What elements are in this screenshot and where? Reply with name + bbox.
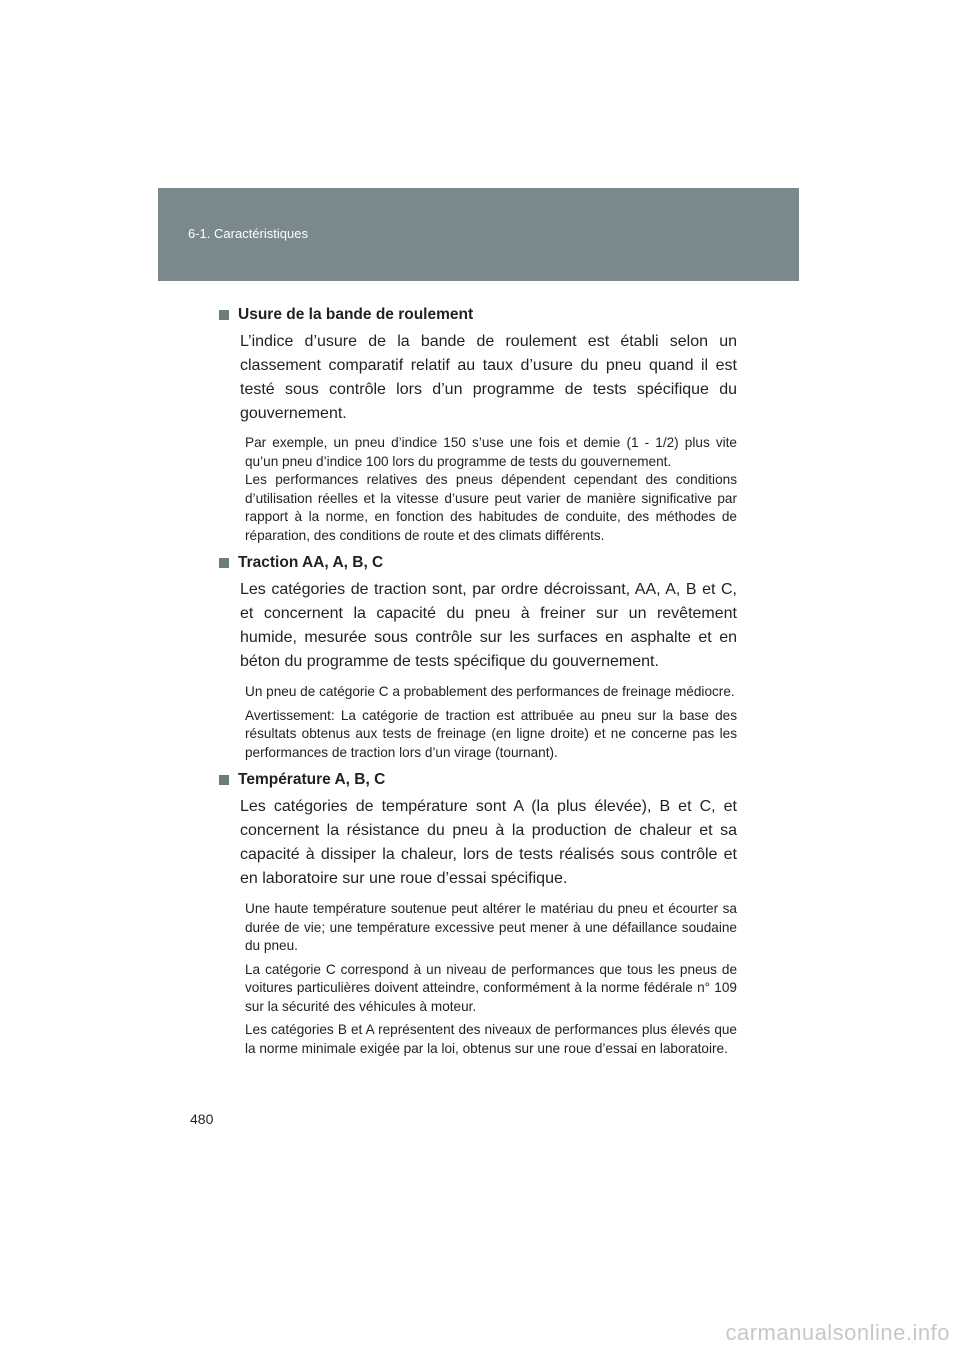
section-title-text: Température A, B, C [238, 771, 386, 788]
section-note: Un pneu de catégorie C a probablement des performances de freinage médiocre. [245, 684, 735, 699]
section-title-text: Traction AA, A, B, C [238, 554, 384, 571]
section-title [219, 305, 737, 325]
section-body: Les catégories de traction sont, par ordre décroissant, AA, A, B et C, et concernent la capacité du pneu à freiner sur un revêtement humide, mesurée sous contrôle sur les surfaces en asphalte et en béton du programme de tests spécifique du gouvernement. [240, 581, 737, 670]
square-bullet-icon [219, 775, 229, 785]
square-bullet-icon [219, 310, 229, 320]
section-title-text: Usure de la bande de roulement [238, 306, 474, 323]
section-body: L’indice d’usure de la bande de roulement est établi selon un classement comparatif relatif au taux d’usure du pneu quand il est testé sous contrôle lors d’un programme de tests spécifique du gouvernement. [240, 333, 737, 422]
section-body: Les catégories de température sont A (la plus élevée), B et C, et concernent la résistance du pneu à la production de chaleur et sa capacité à dissiper la chaleur, lors de tests réalisés sous contrôle et en laboratoire sur une roue d’essai spécifique. [240, 798, 737, 887]
section-header-title: 6-1. Caractéristiques [188, 226, 308, 241]
section-note: La catégorie C correspond à un niveau de performances que tous les pneus de voitures particulières doivent atteindre, conformément à la norme fédérale n° 109 sur la sécurité des véhicules à moteur. [245, 961, 737, 1014]
section-temperature [219, 770, 737, 1058]
section-traction [219, 553, 737, 762]
section-note: Avertissement: La catégorie de traction est attribuée au pneu sur la base des résultats obtenus aux tests de freinage (en ligne droite) et ne concerne pas les performances de traction lors d’un virage (tournant). [245, 707, 737, 760]
page-content [219, 305, 737, 1063]
section-title [219, 770, 737, 790]
square-bullet-icon [219, 558, 229, 568]
watermark: carmanualsonline.info [725, 1320, 950, 1345]
section-note: Par exemple, un pneu d’indice 150 s’use une fois et demie (1 - 1/2) plus vite qu’un pneu d’indice 100 lors du programme de tests du gouvernement. [245, 435, 737, 469]
section-title [219, 553, 737, 573]
section-note: Les performances relatives des pneus dépendent cependant des conditions d’utilisation réelles et la vitesse d’usure peut varier de manière significative par rapport à la norme, en fonction des habitudes de conduite, des méthodes de réparation, des conditions de route et des climats différents. [245, 472, 737, 543]
section-header-bar [158, 188, 799, 281]
page-number: 480 [190, 1111, 214, 1127]
section-note: Les catégories B et A représentent des niveaux de performances plus élevés que la norme minimale exigée par la loi, obtenus sur une roue d’essai en laboratoire. [245, 1022, 737, 1056]
section-note: Une haute température soutenue peut altérer le matériau du pneu et écourter sa durée de vie; une température excessive peut mener à une défaillance soudaine du pneu. [245, 901, 737, 953]
section-treadwear [219, 305, 737, 545]
